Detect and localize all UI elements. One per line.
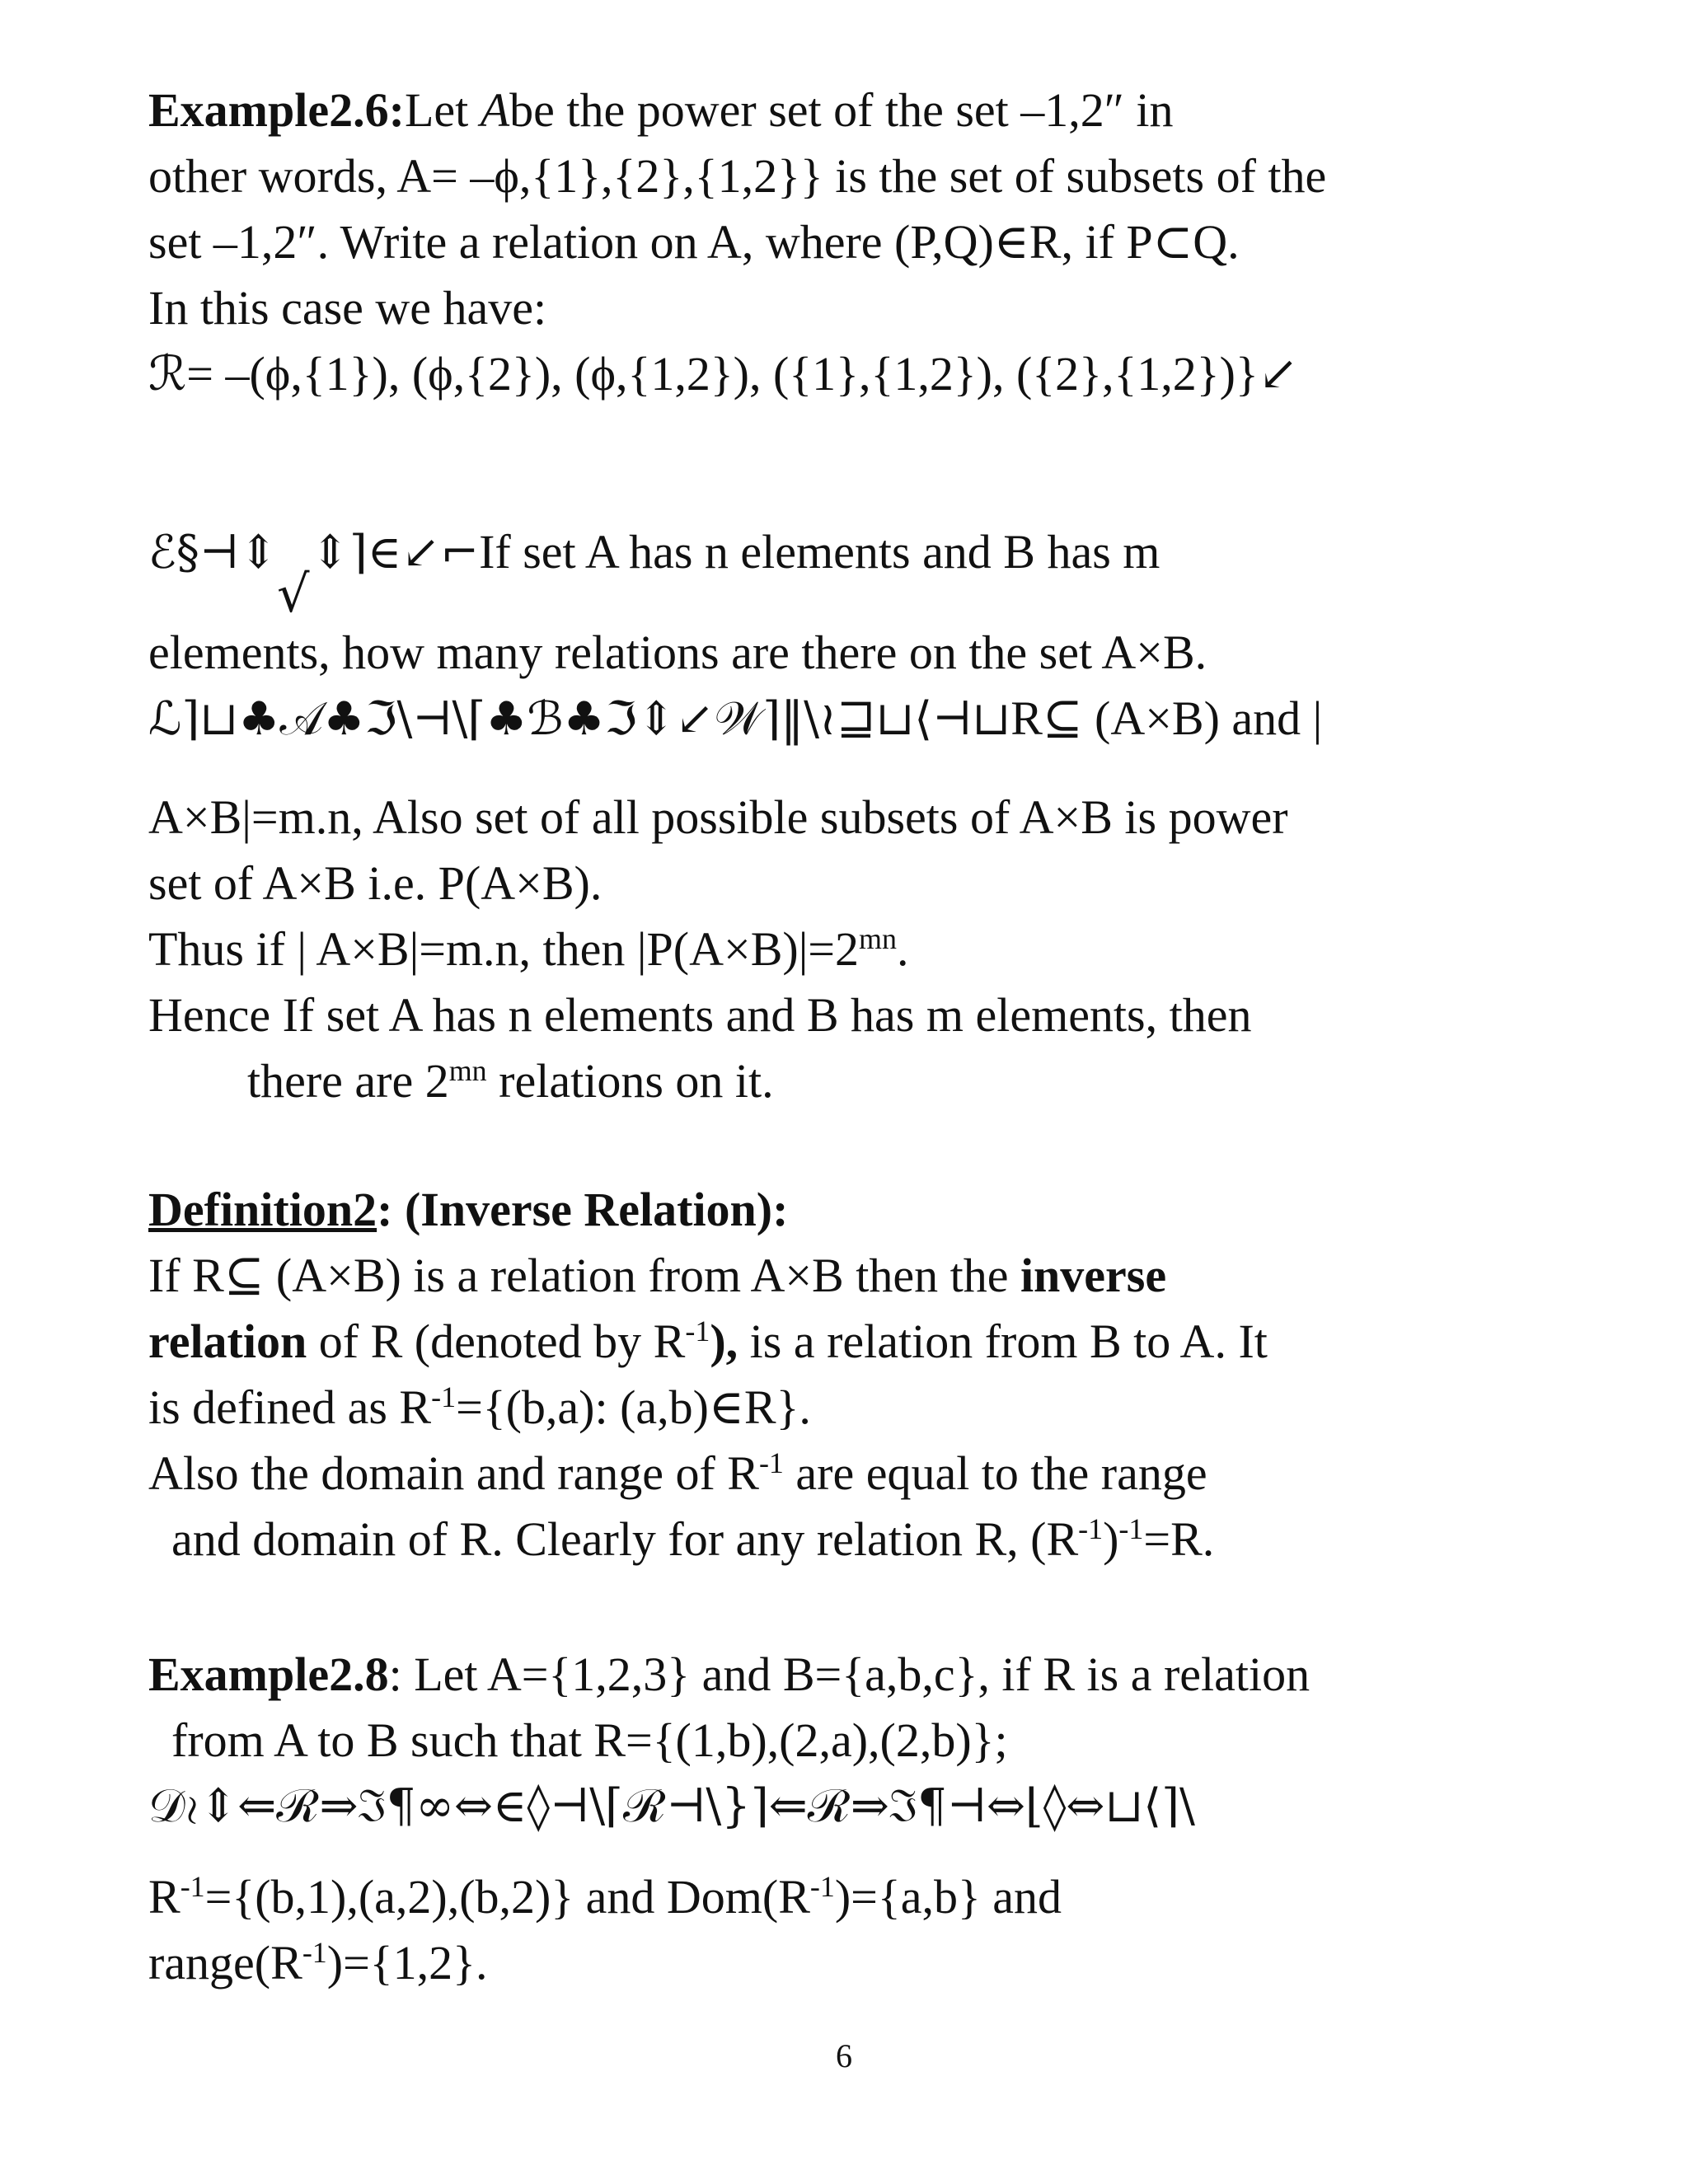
definition-2-heading: Definition2: (Inverse Relation): xyxy=(148,1183,789,1236)
para-line-7: there are $2^{mn}$ relations on it. xyxy=(247,1054,774,1108)
definition-2-line-1: If R⊆ (A×B) is a relation from A×B then the inverse xyxy=(148,1249,1167,1302)
example-2-6-line-1: Example2.6:Let Abe the power set of the set –1,2″ in xyxy=(148,83,1174,137)
definition-2-line-5: and domain of R. Clearly for any relation R, $(R^{-1})^{-1}=R$. xyxy=(171,1512,1215,1566)
example-2-6-line-2: other words, A= –ϕ,{1},{2},{1,2}} is the set of subsets of the xyxy=(148,149,1327,203)
example-2-8-label: Example2.8 xyxy=(148,1647,389,1701)
check-mark-symbol: √ xyxy=(277,564,310,624)
para-line-2: ℒ⌉⊔♣𝒜♣ℑ\⊣\⌈♣ℬ♣ℑ⇕↙𝒲⌉‖\≀⊒⊔⟨⊣⊔R⊆ (A×B) and | xyxy=(148,691,1323,746)
example-2-8-line-1: Example2.8: Let A={1,2,3} and B={a,b,c}, if R is a relation xyxy=(148,1647,1311,1701)
para-line-4: set of A×B i.e. P(A×B). xyxy=(148,856,603,910)
example-2-8-line-2: from A to B such that R={(1,b),(2,a),(2,b)}; xyxy=(171,1713,1008,1767)
exercise-garbled-line: ℰ§⊣⇕ ⇕⌉∈↙⌐If set A has n elements and B has m xyxy=(148,525,1160,579)
example-2-6-line-4: In this case we have: xyxy=(148,281,547,335)
page-number: 6 xyxy=(836,2037,852,2074)
example-2-6-label: Example2.6: xyxy=(148,83,405,137)
exercise-question: If set A has n elements and B has m xyxy=(479,525,1160,579)
para-line-6: Hence If set A has n elements and B has m elements, then xyxy=(148,988,1252,1042)
example-2-8-garbled-line: 𝒟≀⇕⇐ℛ⇒ℑ¶∞⇔∈◊⊣\⌈ℛ⊣\}⌉⇐ℛ⇒ℑ¶⊣⇔⌊◊⇔⊔⟨⌉\ xyxy=(148,1779,1195,1833)
relation-r-set: ℛ= –(ϕ,{1}), (ϕ,{2}), (ϕ,{1,2}), ({1},{1,2}), ({2},{1,2})}↙ xyxy=(148,347,1299,401)
definition-2-line-3: is defined as $R^{-1}=\{(b,a)$: (a,b)∈R}. xyxy=(148,1380,811,1434)
para-line-1: elements, how many relations are there on the set A×B. xyxy=(148,626,1207,679)
example-2-6-line-3: set –1,2″. Write a relation on A, where (P,Q)∈R, if P⊂Q. xyxy=(148,215,1240,269)
definition-2-line-4: Also the domain and range of $R^{-1}$ are equal to the range xyxy=(148,1446,1207,1500)
definition-2-line-2: relation of R (denoted by $R^{-1}$), is a relation from B to A. It xyxy=(148,1315,1268,1368)
example-2-8-range-line: $range(R^{-1})=\{1,2\}$. xyxy=(148,1936,488,1990)
para-line-3: A×B|=m.n, Also set of all possible subsets of A×B is power xyxy=(148,790,1288,844)
example-2-8-inverse-line: $R^{-1}=\{(b,1),(a,2),(b,2)\}$ and $Dom(R^{-1})=\{a,b\}$ and xyxy=(148,1870,1062,1924)
para-line-5: Thus if | A×B|=m.n, then $|P(A\times B)|=2^{mn}$. xyxy=(148,922,909,976)
